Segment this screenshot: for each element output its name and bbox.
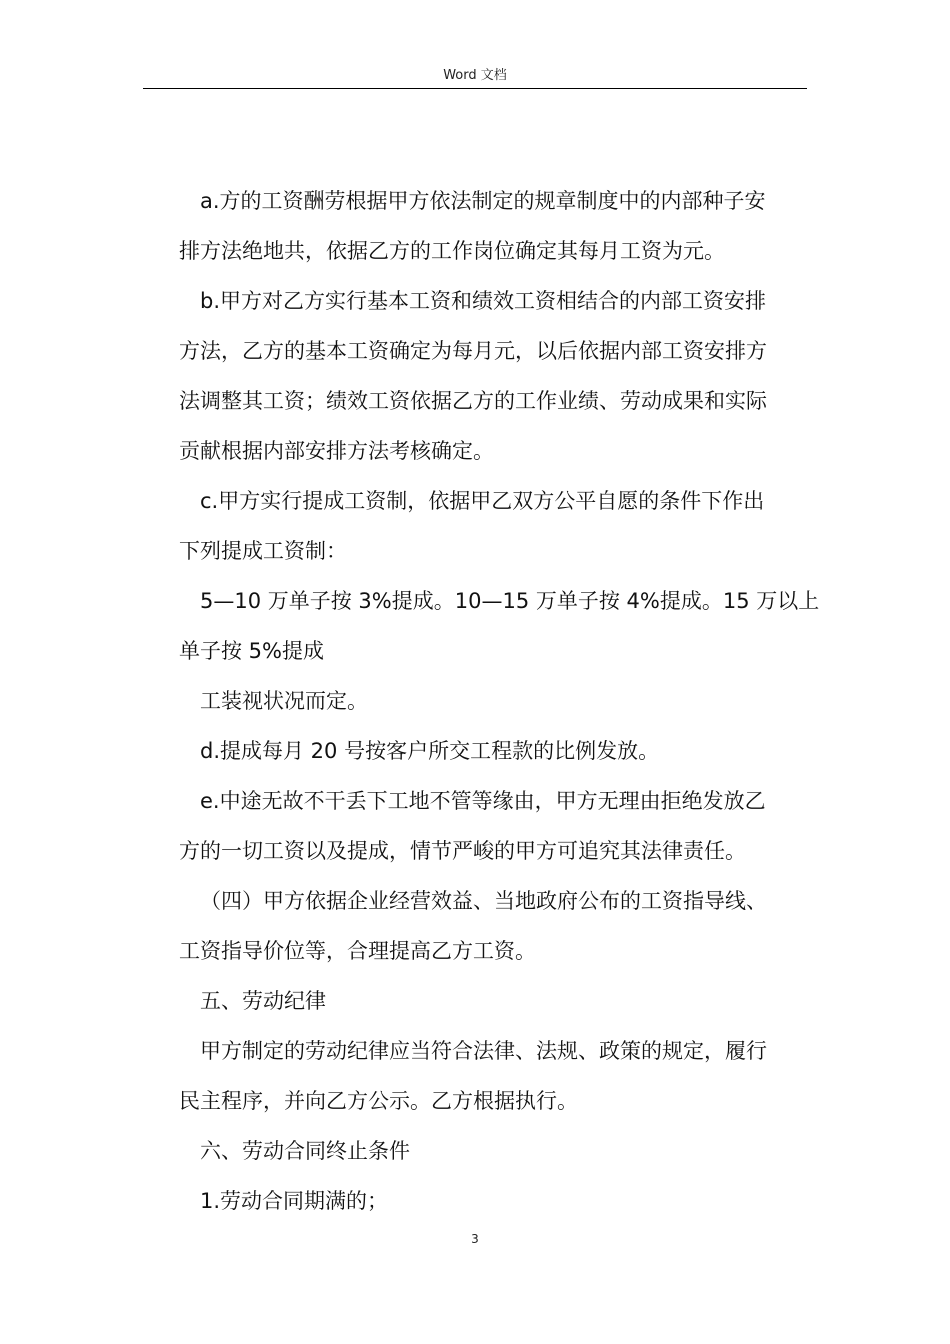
section-heading-six bbox=[179, 1126, 805, 1176]
text-line: c.甲方实行提成工资制，依据甲乙双方公平自愿的条件下作出 bbox=[200, 489, 765, 513]
text-line: 5—10 万单子按 3%提成。10—15 万单子按 4%提成。15 万以上 bbox=[200, 589, 820, 613]
section-heading-five bbox=[179, 976, 805, 1026]
header-divider bbox=[143, 88, 807, 89]
section-heading: 六、劳动合同终止条件 bbox=[200, 1139, 410, 1163]
paragraph-commission-rates bbox=[179, 576, 820, 676]
document-body bbox=[179, 176, 820, 1226]
paragraph-d bbox=[179, 726, 805, 776]
text-line: （四）甲方依据企业经营效益、当地政府公布的工资指导线、 bbox=[200, 889, 767, 913]
paragraph-a bbox=[179, 176, 805, 276]
page-number: 3 bbox=[471, 1232, 479, 1246]
text-line: 下列提成工资制： bbox=[179, 539, 347, 563]
paragraph-e bbox=[179, 776, 805, 876]
text-line: 单子按 5%提成 bbox=[179, 639, 324, 663]
section-heading: 五、劳动纪律 bbox=[200, 989, 326, 1013]
paragraph-discipline bbox=[179, 1026, 805, 1126]
text-line: 民主程序，并向乙方公示。乙方根据执行。 bbox=[179, 1089, 578, 1113]
paragraph-four bbox=[179, 876, 805, 976]
text-line: 1.劳动合同期满的； bbox=[200, 1189, 389, 1213]
page-header: Word 文档 bbox=[443, 68, 507, 83]
text-line: 甲方制定的劳动纪律应当符合法律、法规、政策的规定，履行 bbox=[200, 1039, 767, 1063]
paragraph-uniform bbox=[179, 676, 805, 726]
text-line: 方的一切工资以及提成，情节严峻的甲方可追究其法律责任。 bbox=[179, 839, 746, 863]
text-line: 工装视状况而定。 bbox=[200, 689, 368, 713]
text-line: 工资指导价位等，合理提高乙方工资。 bbox=[179, 939, 536, 963]
paragraph-c bbox=[179, 476, 805, 576]
text-line: a.方的工资酬劳根据甲方依法制定的规章制度中的内部种子安 bbox=[200, 189, 766, 213]
paragraph-b bbox=[179, 276, 805, 476]
paragraph-item-1 bbox=[179, 1176, 805, 1226]
text-line: b.甲方对乙方实行基本工资和绩效工资相结合的内部工资安排 bbox=[200, 289, 767, 313]
text-line: e.中途无故不干丢下工地不管等缘由，甲方无理由拒绝发放乙 bbox=[200, 789, 766, 813]
text-line: d.提成每月 20 号按客户所交工程款的比例发放。 bbox=[200, 739, 660, 763]
text-line: 排方法绝地共，依据乙方的工作岗位确定其每月工资为元。 bbox=[179, 239, 725, 263]
text-line: 贡献根据内部安排方法考核确定。 bbox=[179, 439, 494, 463]
text-line: 法调整其工资；绩效工资依据乙方的工作业绩、劳动成果和实际 bbox=[179, 389, 767, 413]
text-line: 方法，乙方的基本工资确定为每月元，以后依据内部工资安排方 bbox=[179, 339, 767, 363]
